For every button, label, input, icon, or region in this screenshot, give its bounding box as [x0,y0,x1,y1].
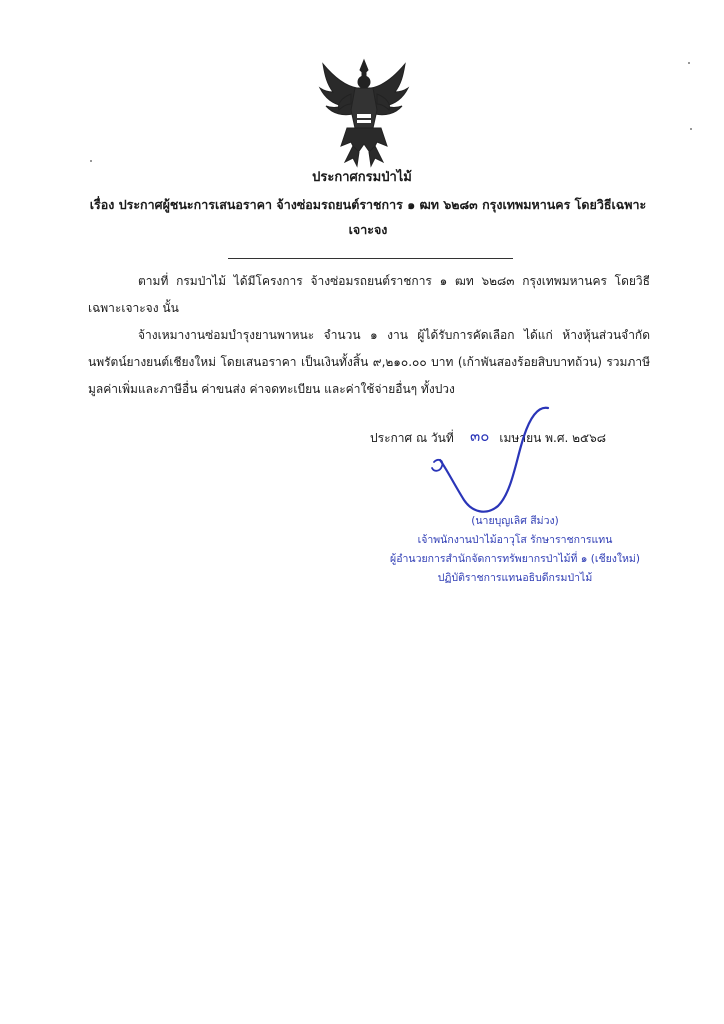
scan-speck [690,128,692,130]
signer-block [330,512,700,588]
separator-line [228,258,513,259]
handwritten-day: ๓๐ [470,427,490,445]
date-prefix: ประกาศ ณ วันที่ [370,431,454,445]
body-paragraph-1: ตามที่ กรมป่าไม้ ได้มีโครงการ จ้างซ่อมรถยนต์ราชการ ๑ ฒท ๖๒๘๓ กรุงเทพมหานคร โดยวิธีเฉพาะเจาะจง นั้น [88,274,650,315]
signer-position-2: ผู้อำนวยการสำนักจัดการทรัพยากรป่าไม้ที่ ๑ (เชียงใหม่) [390,553,640,565]
signer-position-3: ปฏิบัติราชการแทนอธิบดีกรมป่าไม้ [437,572,593,584]
signer-position-1: เจ้าพนักงานป่าไม้อาวุโส รักษาราชการแทน [417,534,613,546]
scan-speck [90,160,92,162]
announcement-subject: เรื่อง ประกาศผู้ชนะการเสนอราคา จ้างซ่อมรถยนต์ราชการ ๑ ฒท ๖๒๘๓ กรุงเทพมหานคร โดยวิธีเฉพาะเจาะจง [89,197,647,237]
signer-name: (นายบุญเลิศ สีม่วง) [471,515,559,527]
body-paragraph-2: จ้างเหมางานซ่อมบำรุงยานพาหนะ จำนวน ๑ งาน ผู้ได้รับการคัดเลือก ได้แก่ ห้างหุ้นส่วนจำกัดนพรัตน์ยางยนต์เชียงใหม่ โดยเสนอราคา เป็นเงินทั้งสิ้น ๙,๒๑๐.๐๐ บาท (เก้าพันสองร้อยสิบบาทถ้วน) รวมภาษีมูลค่าเพิ่มและภาษีอื่น ค่าขนส่ง ค่าจดทะเบียน และค่าใช้จ่ายอื่นๆ ทั้งปวง [88,328,650,396]
date-month-year: เมษายน พ.ศ. ๒๕๖๘ [499,431,606,445]
scan-speck [688,62,690,64]
agency-title: ประกาศกรมป่าไม้ [312,170,412,185]
handwritten-signature [420,402,560,522]
garuda-emblem-icon [317,58,412,168]
